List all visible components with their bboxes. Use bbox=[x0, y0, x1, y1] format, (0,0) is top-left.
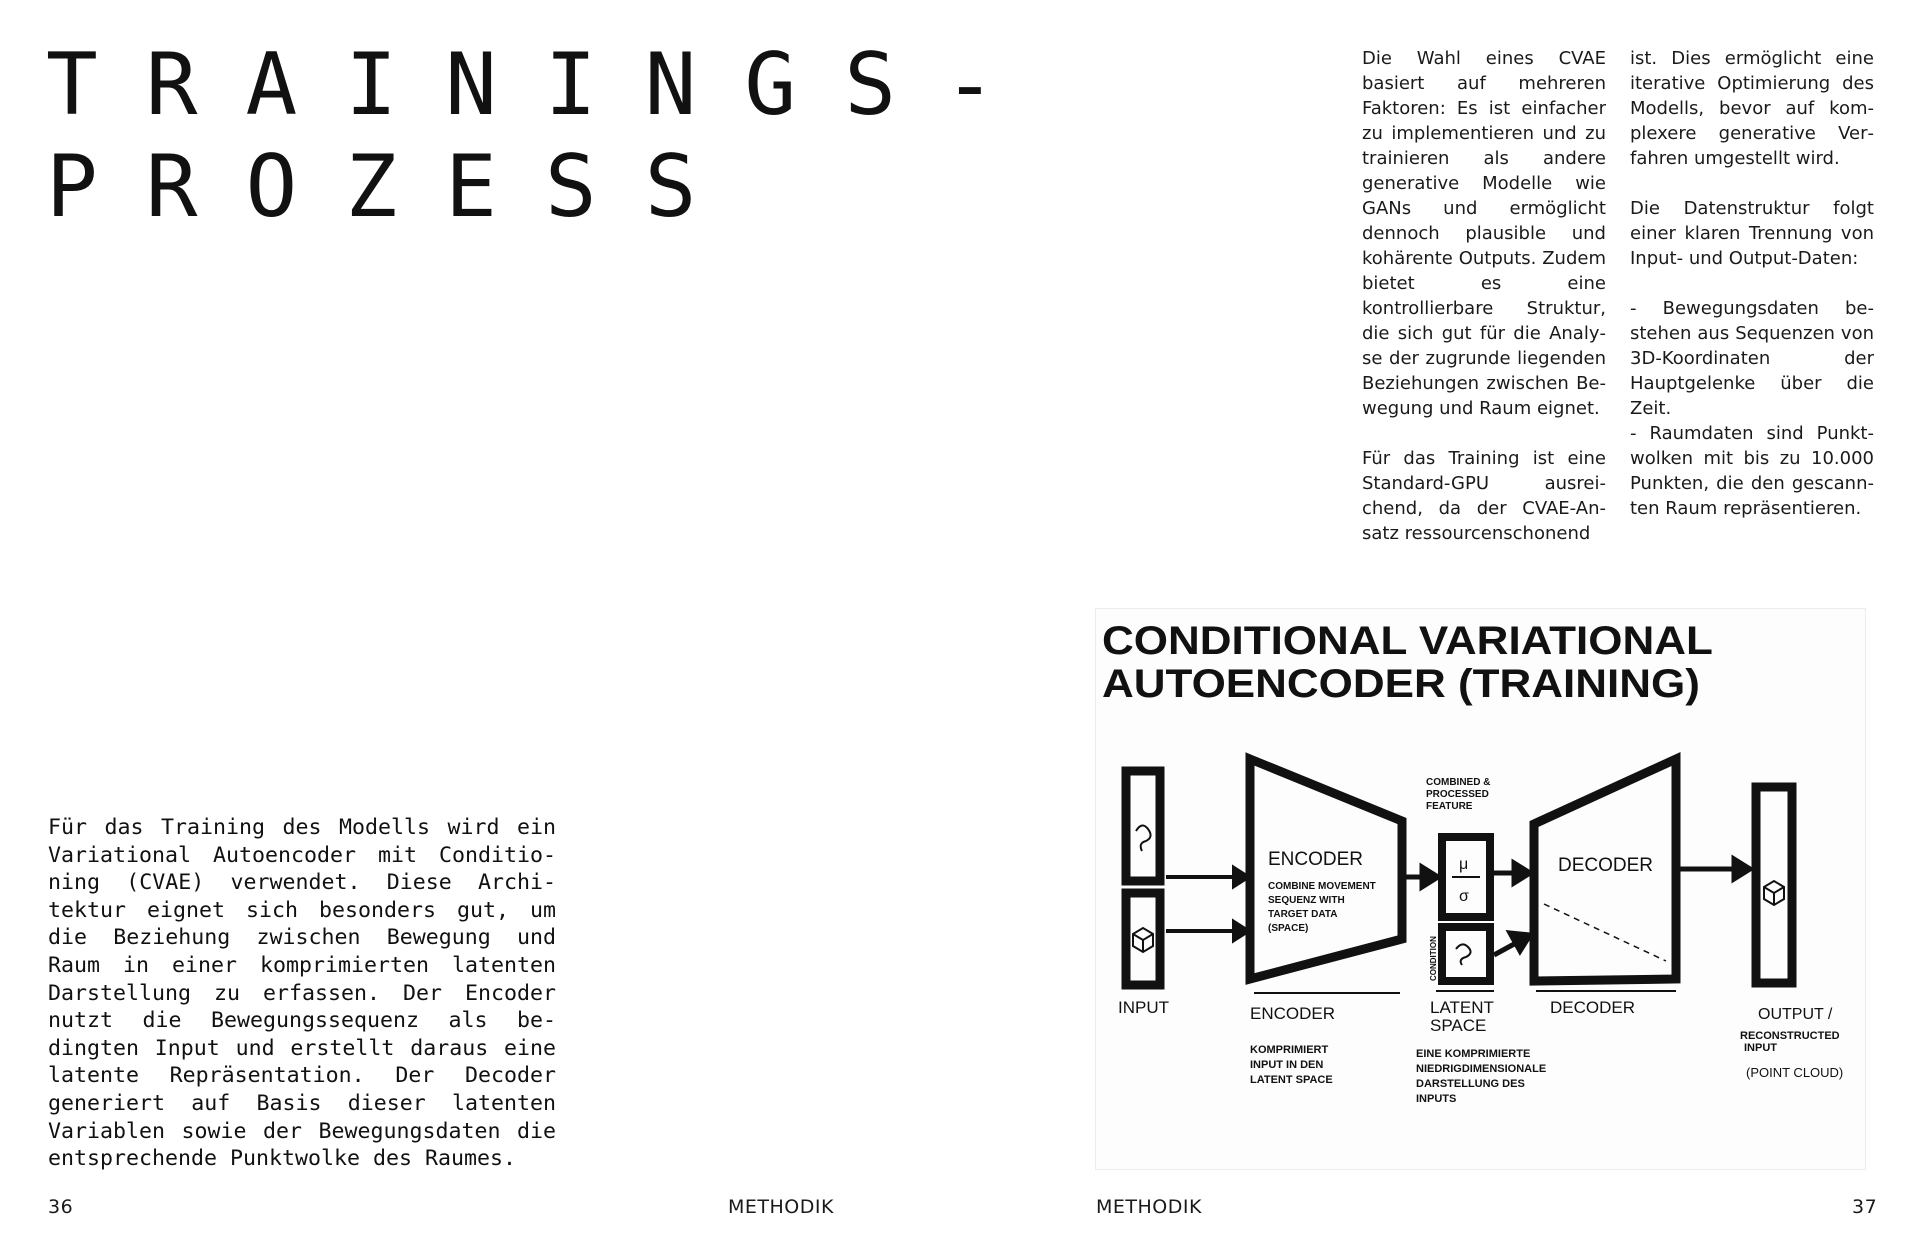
encoder-desc-4: (SPACE) bbox=[1268, 923, 1309, 934]
label-decoder: DECODER bbox=[1550, 998, 1636, 1017]
latent-sigma: σ bbox=[1459, 888, 1469, 905]
cvae-diagram bbox=[1096, 609, 1865, 1169]
decoder-output-arrow bbox=[1680, 859, 1750, 879]
combined-note-3: FEATURE bbox=[1426, 801, 1473, 812]
label-input: INPUT bbox=[1118, 998, 1169, 1017]
latent-note-3: DARSTELLUNG DES bbox=[1416, 1078, 1525, 1090]
output-note: (POINT CLOUD) bbox=[1746, 1065, 1844, 1080]
column2-paragraph-3b: - Raumdaten sind Punktwolken mit bis zu 10.000 Punkten, die den gescannten Raum repräsentieren. bbox=[1630, 423, 1874, 519]
latent-mu: μ bbox=[1459, 856, 1469, 873]
section-label-right: METHODIK bbox=[1096, 1196, 1202, 1218]
encoder-desc-3: TARGET DATA bbox=[1268, 909, 1338, 920]
page-title-line-1: TRAININGS- bbox=[46, 35, 1044, 135]
label-output-3: INPUT bbox=[1744, 1042, 1777, 1054]
column1-paragraph-2: Für das Training ist eine Standard-GPU ausreichend, da der CVAE-Ansatz ressourcenschonend bbox=[1362, 448, 1606, 544]
page-title bbox=[46, 34, 1044, 238]
latent-note-1: EINE KOMPRIMIERTE bbox=[1416, 1048, 1531, 1060]
stage-bracket-lines bbox=[1254, 991, 1676, 993]
column2-paragraph-1: ist. Dies ermöglicht eine iterative Optimierung des Modells, bevor auf komplexere generative Verfahren umgestellt wird. bbox=[1630, 48, 1874, 169]
text-column-1 bbox=[1362, 46, 1606, 546]
diagram-title-line-2: AUTOENCODER (TRAINING) bbox=[1102, 661, 1700, 706]
latent-decoder-arrows bbox=[1494, 863, 1530, 955]
squiggle-icon bbox=[1136, 825, 1151, 851]
encoder-box-title: ENCODER bbox=[1268, 849, 1364, 870]
diagram-title-line-1: CONDITIONAL VARIATIONAL bbox=[1102, 618, 1713, 663]
intro-paragraph bbox=[48, 814, 556, 1173]
output-cube-icon bbox=[1764, 881, 1784, 905]
label-output-2: RECONSTRUCTED bbox=[1740, 1030, 1840, 1042]
encoder-latent-arrow bbox=[1406, 867, 1438, 887]
encoder-desc-2: SEQUENZ WITH bbox=[1268, 895, 1345, 906]
encoder-note-1: KOMPRIMIERT bbox=[1250, 1044, 1329, 1056]
text-column-2 bbox=[1630, 46, 1874, 521]
latent-note-2: NIEDRIGDIMENSIONALE bbox=[1416, 1063, 1547, 1075]
cvae-diagram-figure bbox=[1095, 608, 1866, 1170]
condition-squiggle-icon bbox=[1456, 944, 1471, 965]
encoder-desc-1: COMBINE MOVEMENT bbox=[1268, 881, 1376, 892]
encoder-note-2: INPUT IN DEN bbox=[1250, 1059, 1324, 1071]
encoder-note-3: LATENT SPACE bbox=[1250, 1074, 1333, 1086]
label-latent-2: SPACE bbox=[1430, 1016, 1487, 1035]
label-output-1: OUTPUT / bbox=[1758, 1006, 1833, 1023]
condition-box bbox=[1442, 927, 1490, 981]
condition-label: CONDITION bbox=[1429, 936, 1438, 981]
page-number-left: 36 bbox=[48, 1196, 74, 1218]
combined-note-2: PROCESSED bbox=[1426, 789, 1489, 800]
latent-note-4: INPUTS bbox=[1416, 1093, 1457, 1105]
combined-note-1: COMBINED & bbox=[1426, 777, 1491, 788]
decoder-dashed-line bbox=[1544, 904, 1666, 961]
decoder-box-title: DECODER bbox=[1558, 855, 1654, 876]
cube-icon bbox=[1133, 928, 1153, 952]
page-title-line-2: PROZESS bbox=[46, 137, 745, 237]
column1-paragraph-1: Die Wahl eines CVAE basiert auf mehreren Faktoren: Es ist einfacher zu implementieren und zu trainieren als andere generative Modelle wie GANs und ermöglicht dennoch plausible und kohärente Outputs. Zudem bietet es eine kontrollierbare Struktur, die sich gut für die Analyse der zugrunde liegenden Beziehungen zwischen Bewegung und Raum eignet. bbox=[1362, 48, 1606, 419]
section-label-left: METHODIK bbox=[728, 1196, 834, 1218]
label-encoder: ENCODER bbox=[1250, 1004, 1336, 1023]
intro-text: Für das Training des Modells wird ein Variational Autoencoder mit Conditioning (CVAE) verwendet. Diese Architektur eignet sich besonders gut, um die Beziehung zwischen Bewegung und Raum in einer komprimierten latenten Darstellung zu erfassen. Der Encoder nutzt die Bewegungssequenz als bedingten Input und erstellt daraus eine latente Repräsentation. Der Decoder generiert auf Basis dieser latenten Variablen sowie der Bewegungsdaten die entsprechende Punktwolke des Raumes. bbox=[48, 815, 556, 1172]
input-arrows bbox=[1166, 868, 1248, 940]
output-box bbox=[1756, 787, 1792, 983]
column2-paragraph-3a: - Bewegungsdaten bestehen aus Sequenzen von 3D-Koordinaten der Hauptgelenke über die Zeit. bbox=[1630, 298, 1874, 419]
column2-paragraph-2: Die Datenstruktur folgt einer klaren Trennung von Input- und Output-Daten: bbox=[1630, 198, 1874, 269]
label-latent-1: LATENT bbox=[1430, 998, 1494, 1017]
page-number-right: 37 bbox=[1852, 1196, 1878, 1218]
input-boxes bbox=[1126, 771, 1160, 985]
